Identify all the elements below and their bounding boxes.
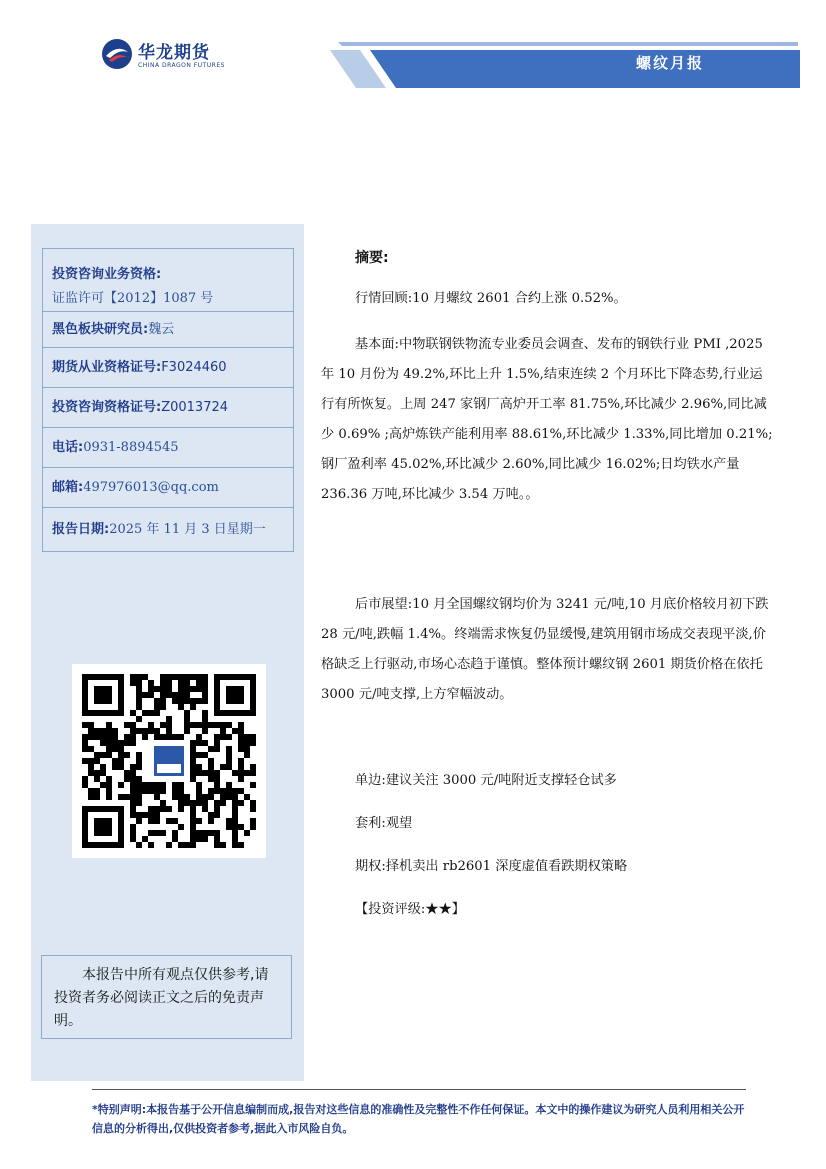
date-row: [43, 508, 293, 551]
researcher-row: [43, 312, 293, 348]
strategy-arbitrage: 套利:观望: [355, 816, 413, 831]
consult-cert-row: [43, 388, 293, 428]
fundamentals-text: 基本面:中物联钢铁物流专业委员会调查、发布的钢铁行业 PMI ,2025 年 10 月份为 49.2%,环比上升 1.5%,结束连续 2 个月环比下降态势,行业运行有所恢复。上周 247 家钢厂高炉开工率 81.75%,环比减少 2.96%,同比减少 0.69% ;高炉炼铁产能利用率 88.61%,环比减少 1.33%,同比增加 0.21%;钢厂盈利率 45.02%,环比减少 2.60%,同比减少 16.02%;日均铁水产量 236.36 万吨,环比减少 3.54 万吨。。: [321, 337, 773, 502]
disclaimer-text: 本报告中所有观点仅供参考,请投资者务必阅读正文之后的免责声明。: [54, 967, 269, 1029]
researcher-value: 魏云: [148, 322, 175, 337]
outlook-text: 后市展望:10 月全国螺纹钢均价为 3241 元/吨,10 月底价格较月初下跌 28 元/吨,跌幅 1.4%。终端需求恢复仍显缓慢,建筑用钢市场成交表现平淡,价格缺乏上行驱动,市场心态趋于谨慎。整体预计螺纹钢 2601 期货价格在依托 3000 元/吨支撑,上方窄幅波动。: [321, 597, 769, 702]
company-logo-icon: [101, 38, 133, 70]
email-label: 邮箱:: [52, 480, 84, 495]
phone-row: [43, 428, 293, 468]
qualification-value: 证监许可【2012】1087 号: [52, 291, 214, 306]
qr-code: [72, 664, 266, 858]
report-title: 螺纹月报: [635, 54, 704, 72]
futures-cert-row: [43, 348, 293, 388]
phone-label: 电话:: [52, 440, 84, 455]
date-value: 2025 年 11 月 3 日星期一: [109, 522, 266, 537]
abstract-title: 摘要:: [355, 250, 389, 266]
qr-code-icon: [72, 664, 266, 858]
logo-text-cn: 华龙期货: [138, 43, 210, 63]
strategy-single-side: 单边:建议关注 3000 元/吨附近支撑轻仓试多: [355, 773, 617, 788]
market-review: 行情回顾:10 月螺纹 2601 合约上涨 0.52%。: [355, 291, 627, 306]
consult-cert-label: 投资咨询资格证号:: [52, 400, 162, 415]
investment-rating: 【投资评级:★★】: [355, 902, 465, 917]
date-label: 报告日期:: [52, 522, 110, 537]
futures-cert-label: 期货从业资格证号:: [52, 360, 162, 375]
consult-cert-value: Z0013724: [161, 400, 229, 415]
strategy-options: 期权:择机卖出 rb2601 深度虚值看跌期权策略: [355, 859, 628, 874]
futures-cert-value: F3024460: [161, 360, 227, 375]
fundamentals: [321, 330, 775, 510]
outlook: [321, 590, 775, 710]
footer-divider: [92, 1089, 746, 1090]
analyst-info-box: [42, 248, 294, 552]
phone-value: 0931-8894545: [83, 440, 179, 455]
logo-text-en: CHINA DRAGON FUTURES: [138, 62, 225, 69]
disclaimer-box: [41, 955, 292, 1039]
researcher-label: 黑色板块研究员:: [52, 322, 149, 337]
qualification-row: [43, 249, 293, 312]
email-value[interactable]: 497976013@qq.com: [83, 480, 219, 495]
qualification-label: 投资咨询业务资格:: [52, 267, 162, 282]
footer-notice: *特别声明:本报告基于公开信息编制而成,报告对这些信息的准确性及完整性不作任何保证。本文中的操作建议为研究人员利用相关公开信息的分析得出,仅供投资者参考,据此入市风险自负。: [92, 1103, 745, 1135]
email-row: [43, 468, 293, 508]
